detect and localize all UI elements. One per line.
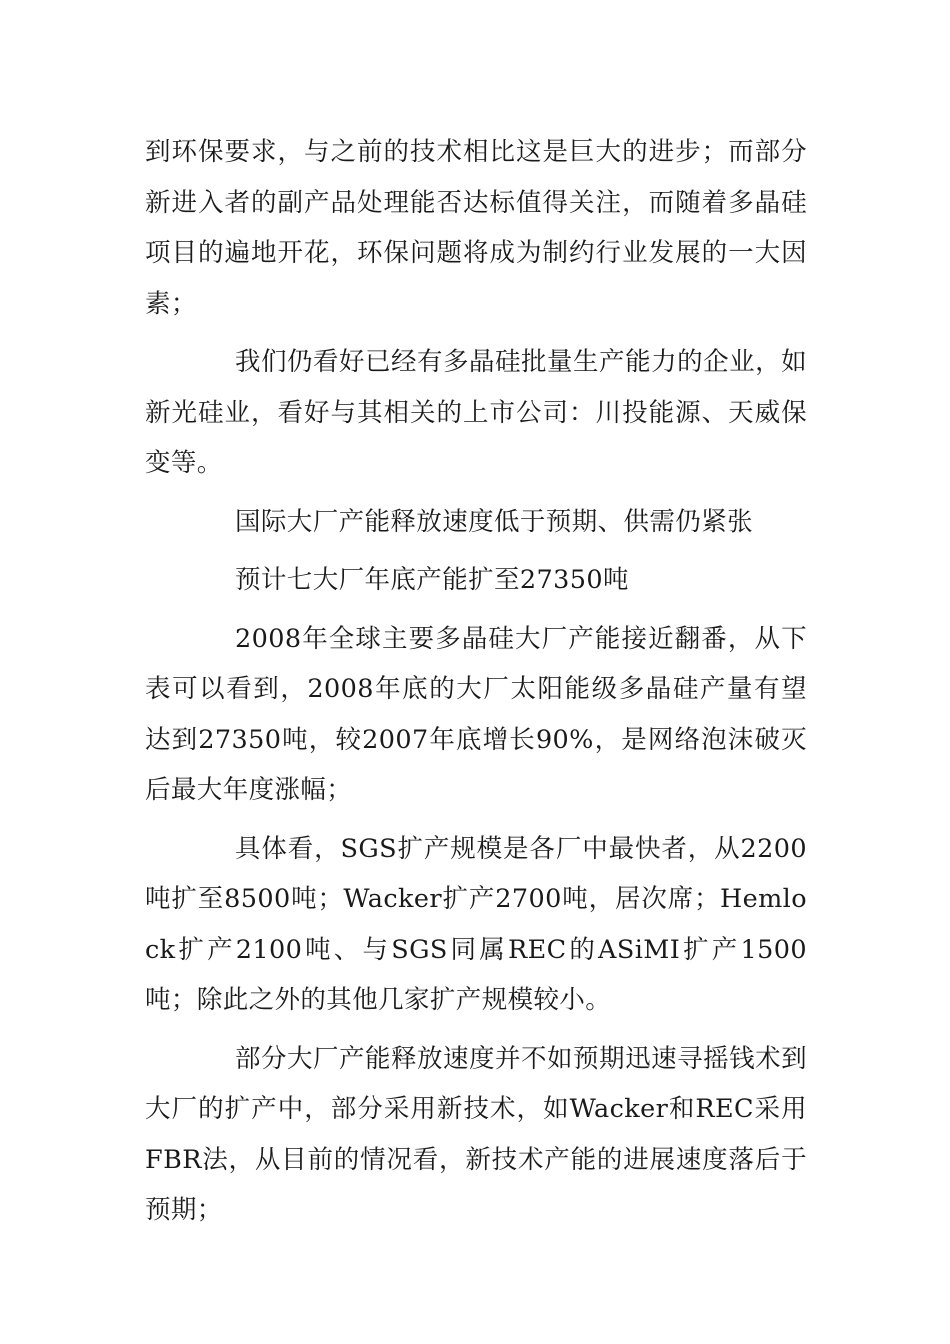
paragraph-recommended-companies: 我们仍看好已经有多晶硅批量生产能力的企业，如新光硅业，看好与其相关的上市公司：川投能源、天威保变等。	[145, 347, 807, 478]
paragraph-manufacturer-expansion: 具体看，SGS扩产规模是各厂中最快者，从2200吨扩至8500吨；Wacker扩产2700吨，居次席；Hemlock扩产2100吨、与SGS同属REC的ASiMI扩产1500吨；除此之外的其他几家扩产规模较小。	[145, 833, 807, 1015]
paragraph-2008-capacity: 2008年全球主要多晶硅大厂产能接近翻番，从下表可以看到，2008年底的大厂太阳能级多晶硅产量有望达到27350吨，较2007年底增长90%，是网络泡沫破灭后最大年度涨幅；	[145, 623, 807, 805]
paragraph-new-technology-delay: 部分大厂产能释放速度并不如预期迅速寻摇钱术到大厂的扩产中，部分采用新技术，如Wacker和REC采用FBR法，从目前的情况看，新技术产能的进展速度落后于预期；	[145, 1043, 807, 1225]
paragraph-environmental-issue: 到环保要求，与之前的技术相比这是巨大的进步；而部分新进入者的副产品处理能否达标值得关注，而随着多晶硅项目的遍地开花，环保问题将成为制约行业发展的一大因素；	[145, 137, 807, 319]
section-heading-capacity-release: 国际大厂产能释放速度低于预期、供需仍紧张	[235, 506, 754, 537]
section-subheading-capacity-forecast: 预计七大厂年底产能扩至27350吨	[235, 565, 629, 595]
document-body	[145, 127, 807, 1244]
